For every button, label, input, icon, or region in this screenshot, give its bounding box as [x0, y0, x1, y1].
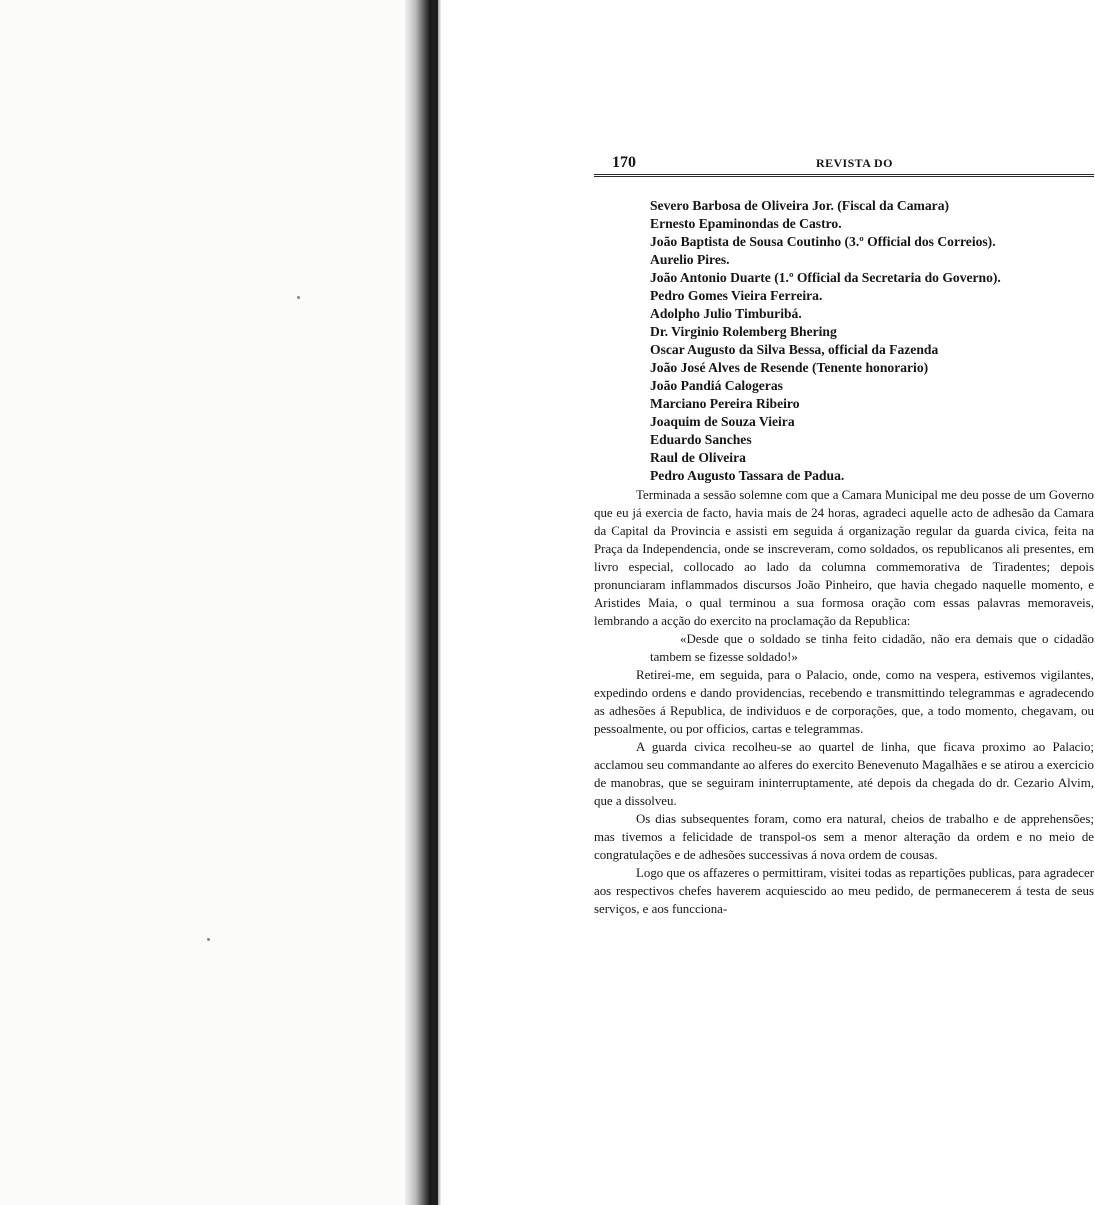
name-entry: Pedro Augusto Tassara de Padua. [650, 468, 845, 483]
running-head: REVISTA DO [816, 156, 893, 170]
name-entry: Ernesto Epaminondas de Castro. [650, 216, 842, 231]
name-entry: Aurelio Pires. [650, 252, 730, 267]
book-spine-edge [432, 0, 438, 1205]
book-page [594, 150, 1094, 1030]
name-entry: Marciano Pereira Ribeiro [650, 396, 800, 411]
body-paragraph: Logo que os affazeres o permittiram, visitei todas as repartições publicas, para agradecer aos respectivos chefes haverem acquiescido ao meu pedido, de permanecerem á testa de seus serviços, e aos funcciona- [594, 866, 1094, 916]
name-entry: João Baptista de Sousa Coutinho (3.º Official dos Correios). [650, 234, 996, 249]
body-paragraph: Retirei-me, em seguida, para o Palacio, onde, como na vespera, estivemos vigilantes, expedindo ordens e dando providencias, recebendo e transmittindo telegrammas e agradecendo as adhesões á Republica, de individuos e de corporações, que, a todo momento, chegavam, ou pessoalmente, ou por officios, cartas e telegrammas. [594, 668, 1094, 736]
name-entry: João Antonio Duarte (1.º Official da Secretaria do Governo). [650, 270, 1001, 285]
name-list [650, 197, 1094, 485]
body-paragraph: Os dias subsequentes foram, como era natural, cheios de trabalho e de apprehensões; mas tivemos a felicidade de transpol-os sem a menor alteração da ordem e no meio de congratulações e de adhesões successivas á nova ordem de cousas. [594, 812, 1094, 862]
name-entry: Raul de Oliveira [650, 450, 746, 465]
paper-speck [297, 296, 300, 299]
body-paragraph: Terminada a sessão solemne com que a Camara Municipal me deu posse de um Governo que eu já exercia de facto, havia mais de 24 horas, agradeci aquelle acto de adhesão da Camara da Capital da Provincia e assisti em seguida á organização regular da guarda civica, feita na Praça da Independencia, onde se inscreveram, como soldados, os republicanos ali presentes, em livro especial, collocado ao lado da columna commemorativa de Tiradentes; depois pronunciaram inflammados discursos João Pinheiro, que havia chegado naquelle momento, e Aristides Maia, o qual terminou a sua formosa oração com essas palavras memoraveis, lembrando a acção do exercito na proclamação da Republica: [594, 488, 1095, 628]
paper-speck [207, 938, 210, 941]
name-entry: Adolpho Julio Timburibá. [650, 306, 802, 321]
name-entry: João Pandiá Calogeras [650, 378, 783, 393]
name-entry: Oscar Augusto da Silva Bessa, official da Fazenda [650, 342, 939, 357]
name-entry: Pedro Gomes Vieira Ferreira. [650, 288, 823, 303]
body-paragraph: A guarda civica recolheu-se ao quartel de linha, que ficava proximo ao Palacio; acclamou seu commandante ao alferes do exercito Benevenuto Magalhães e se atirou a exercicio de manobras, que se seguiram ininterruptamente, até depois da chegada do dr. Cezario Alvim, que a dissolveu. [594, 740, 1094, 808]
quoted-speech: «Desde que o soldado se tinha feito cidadão, não era demais que o cidadão tambem se fizesse soldado!» [650, 632, 1094, 664]
left-page-margin [0, 0, 405, 1205]
name-entry: Dr. Virginio Rolemberg Bhering [650, 324, 837, 339]
name-entry: Severo Barbosa de Oliveira Jor. (Fiscal da Camara) [650, 198, 950, 213]
page-header [594, 150, 1094, 177]
name-entry: João José Alves de Resende (Tenente honorario) [650, 360, 929, 375]
name-entry: Joaquim de Souza Vieira [650, 414, 795, 429]
name-entry: Eduardo Sanches [650, 432, 752, 447]
page-number: 170 [612, 154, 636, 171]
